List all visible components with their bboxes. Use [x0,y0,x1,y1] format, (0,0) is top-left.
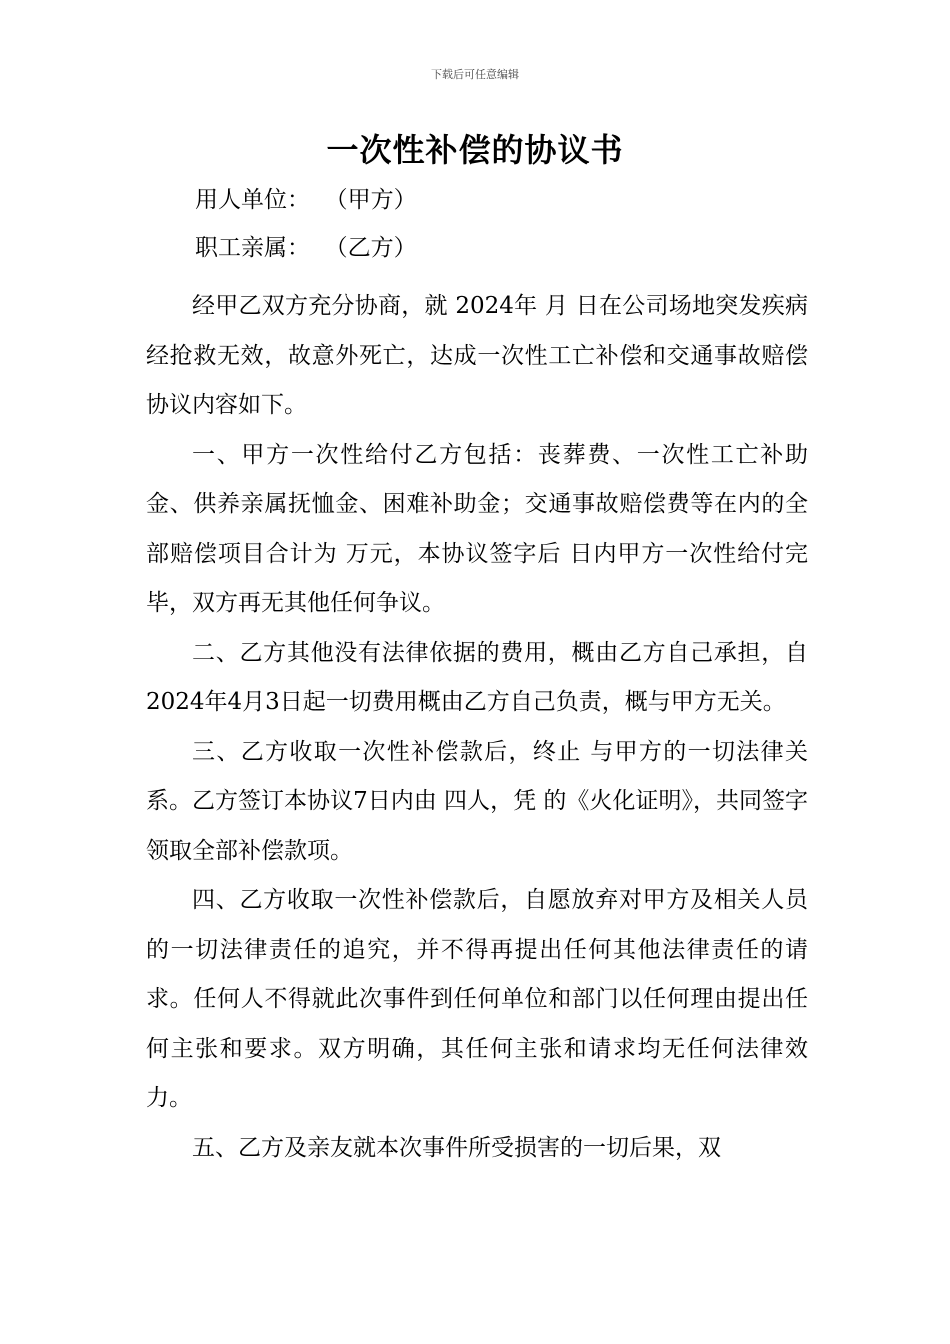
clause-two: 二、乙方其他没有法律依据的费用，概由乙方自己承担，自2024年4月3日起一切费用概由乙方自己负责，概与甲方无关。 [146,639,808,715]
agreement-body [146,282,808,1173]
clause-one: 一、甲方一次性给付乙方包括：丧葬费、一次性工亡补助金、供养亲属抚恤金、困难补助金；交通事故赔偿费等在内的全部赔偿项目合计为 万元，本协议签字后 日内甲方一次性给付完毕，双方再无其他任何争议。 [146,441,808,616]
paragraph-intro: 经甲乙双方充分协商，就 2024年 月 日在公司场地突发疾病经抢救无效，故意外死亡，达成一次性工亡补偿和交通事故赔偿协议内容如下。 [146,293,808,418]
clause-four: 四、乙方收取一次性补偿款后，自愿放弃对甲方及相关人员的一切法律责任的追究，并不得再提出任何其他法律责任的请求。任何人不得就此次事件到任何单位和部门以任何理由提出任何主张和要求。双方明确，其任何主张和请求均无任何法律效力。 [146,887,808,1111]
header-note: 下载后可任意编辑 [431,68,519,81]
clause-three: 三、乙方收取一次性补偿款后，终止 与甲方的一切法律关系。乙方签订本协议7日内由 四人，凭 的《火化证明》，共同签字领取全部补偿款项。 [146,738,808,864]
document-title: 一次性补偿的协议书 [326,131,624,169]
party-b-line: 职工亲属： （乙方） [195,235,417,261]
party-a-line: 用人单位： （甲方） [195,187,417,213]
clause-five: 五、乙方及亲友就本次事件所受损害的一切后果，双 [192,1134,721,1161]
